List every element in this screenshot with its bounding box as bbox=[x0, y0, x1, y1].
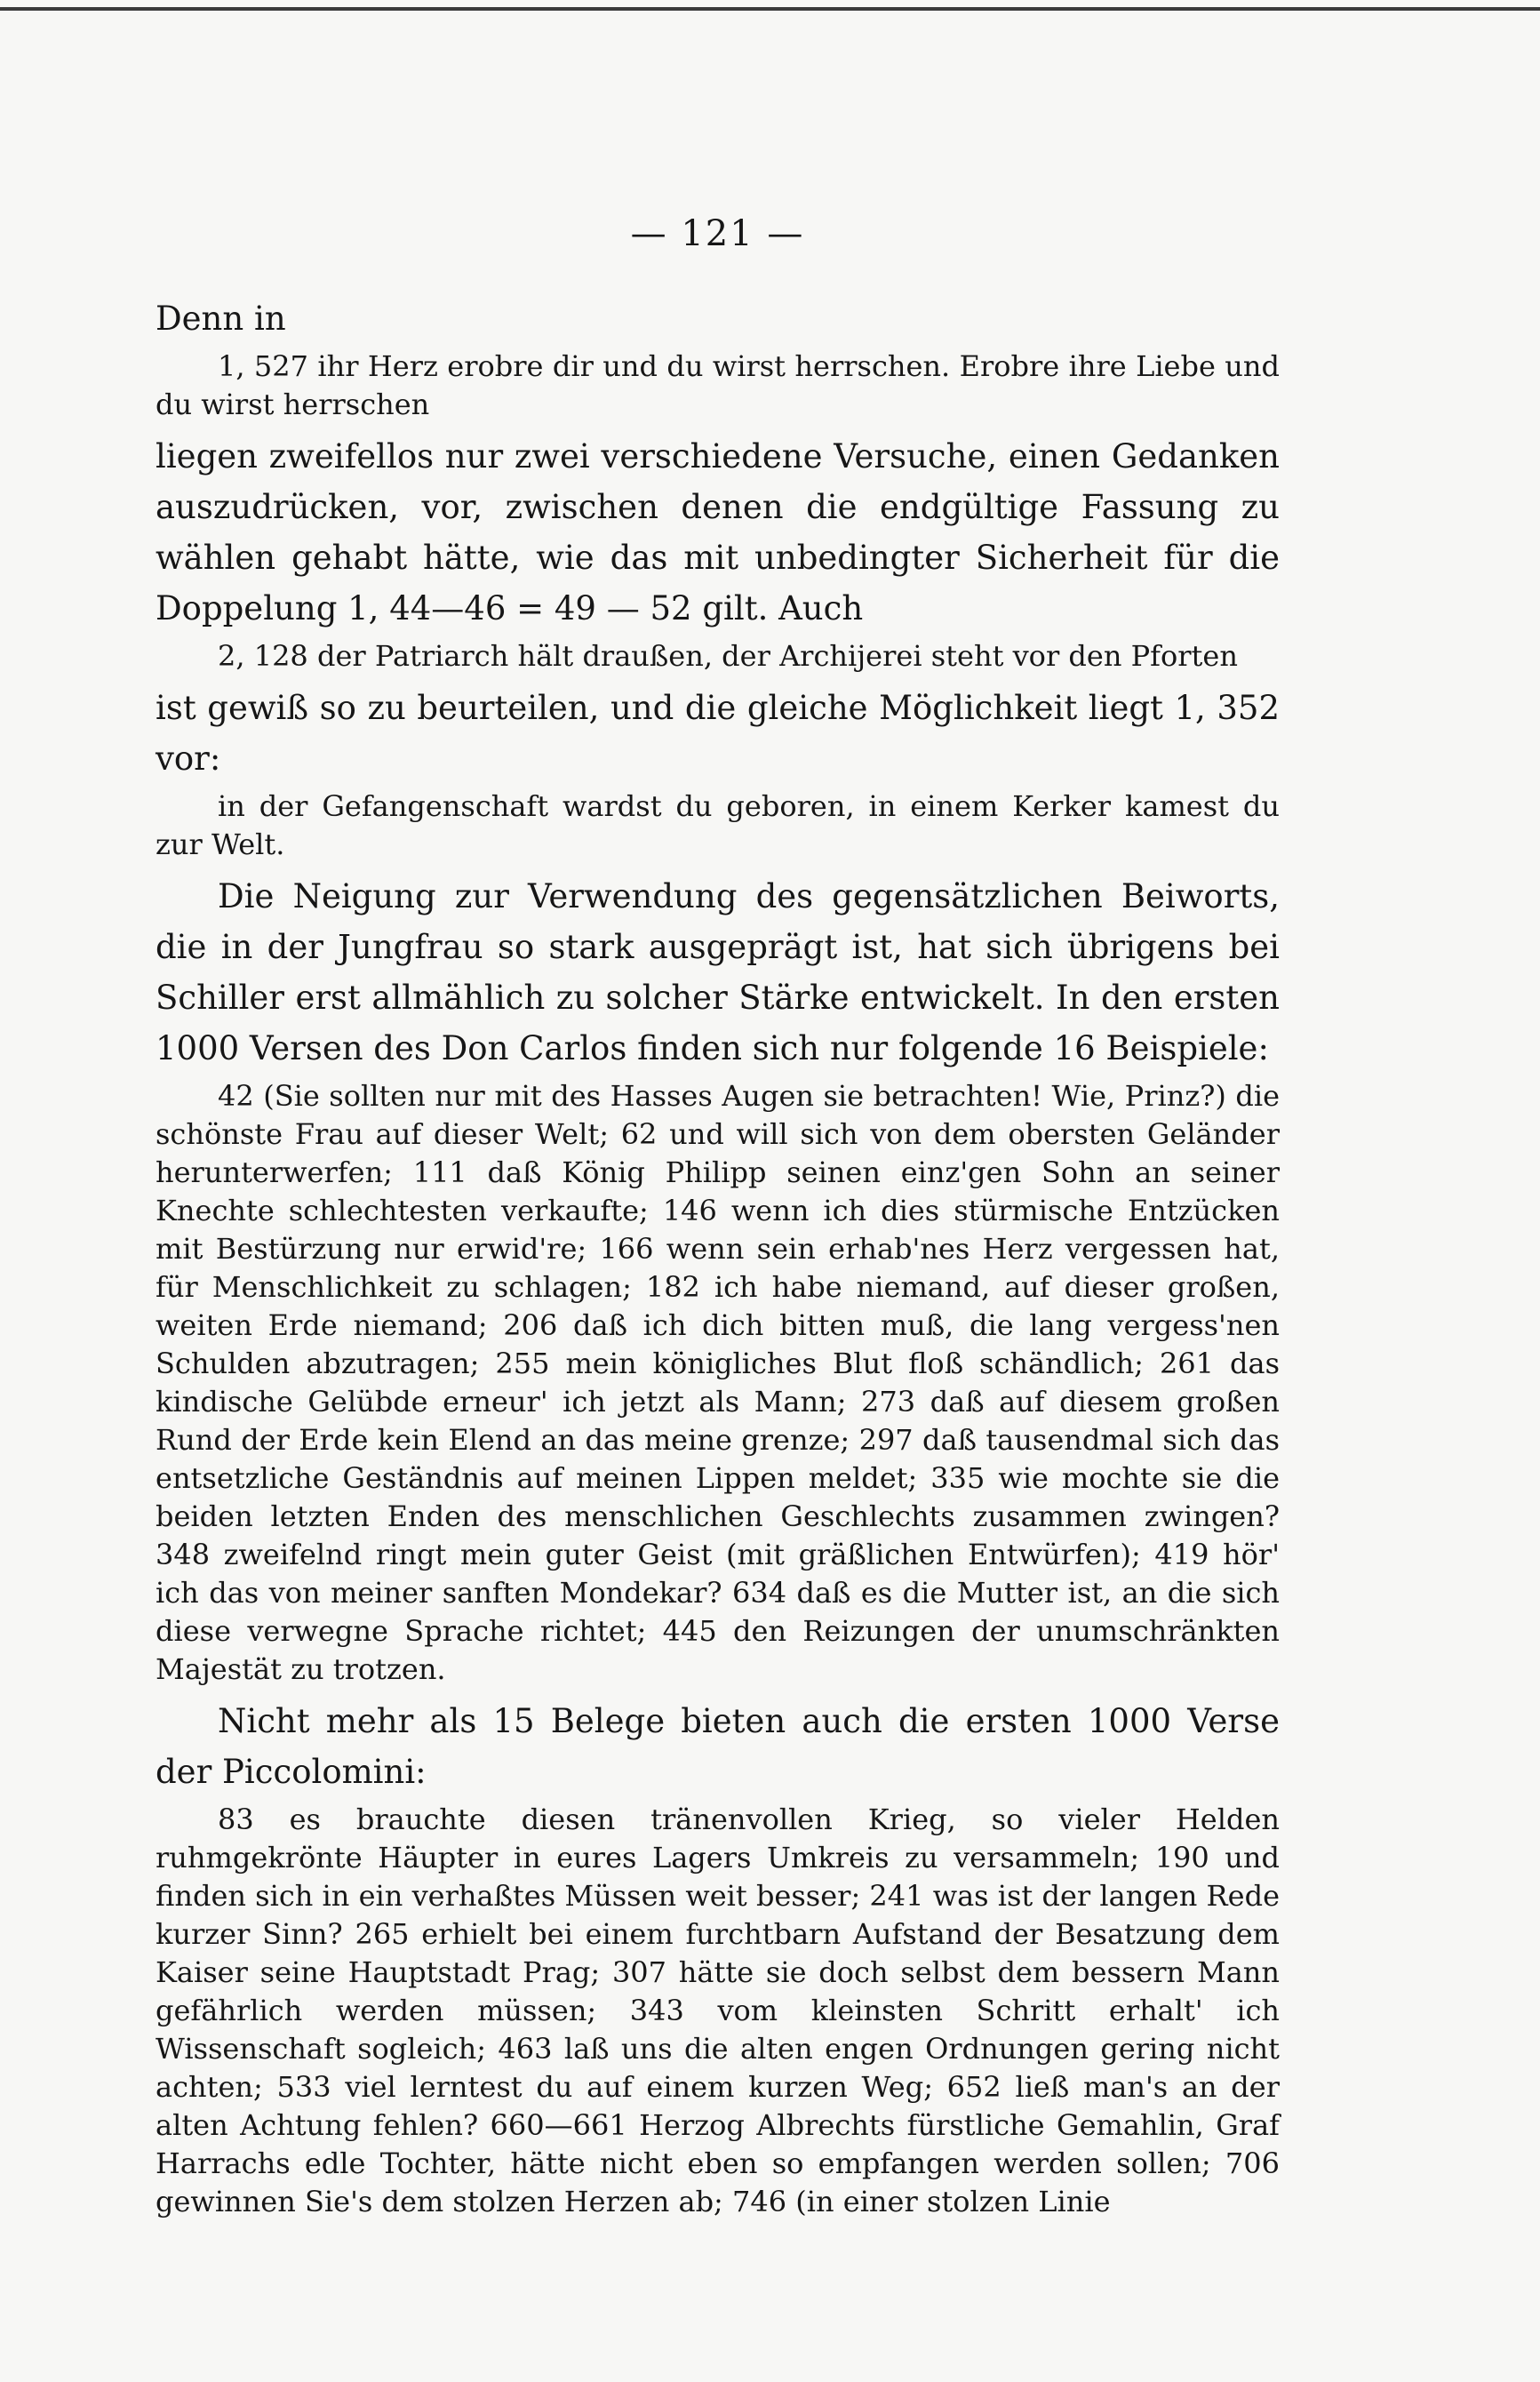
paragraph-intro: Denn in bbox=[156, 300, 286, 338]
paragraph-3: ist gewiß so zu beurteilen, und die gleiche Möglichkeit liegt 1, 352 vor: bbox=[156, 689, 1280, 778]
quotation-don-carlos: 42 (Sie sollten nur mit des Hasses Augen sie betrachten! Wie, Prinz?) die schönste Frau auf dieser Welt; 62 und will sich von dem obersten Geländer herunterwerfen; 111 daß König Philipp seinen einz'gen Sohn an seiner Knechte schlechtesten verkaufte; 146 wenn ich dies stürmische Entzücken mit Bestürzung nur erwid're; 166 wenn sein erhab'nes Herz vergessen hat, für Menschlichkeit zu schlagen; 182 ich habe niemand, auf dieser großen, weiten Erde niemand; 206 daß ich dich bitten muß, die lang vergess'nen Schulden abzutragen; 255 mein königliches Blut floß schändlich; 261 das kindische Gelübde erneur' ich jetzt als Mann; 273 daß auf diesem großen Rund der Erde kein Elend an das meine grenze; 297 daß tausendmal sich das entsetzliche Geständnis auf meinen Lippen meldet; 335 wie mochte sie die beiden letzten Enden des menschlichen Geschlechts zusammen zwingen? 348 zweifelnd ringt mein guter Geist (mit gräßlichen Entwürfen); 419 hör' ich das von meiner sanften Mondekar? 634 daß es die Mutter ist, an die sich diese verwegne Sprache richtet; 445 den Reizungen der unumschränkten Majestät zu trotzen. bbox=[156, 1079, 1280, 1686]
quotation-piccolomini: 83 es brauchte diesen tränenvollen Krieg, so vieler Helden ruhmgekrönte Häupter in eures Lagers Umkreis zu versammeln; 190 und finden sich in ein verhaßtes Müssen weit besser; 241 was ist der langen Rede kurzer Sinn? 265 erhielt bei einem furchtbarn Aufstand der Besatzung dem Kaiser seine Hauptstadt Prag; 307 hätte sie doch selbst dem bessern Mann gefährlich werden müssen; 343 vom kleinsten Schritt erhalt' ich Wissenschaft sogleich; 463 laß uns die alten engen Ordnungen gering nicht achten; 533 viel lerntest du auf einem kurzen Weg; 652 ließ man's an der alten Achtung fehlen? 660—661 Herzog Albrechts fürstliche Gemahlin, Graf Harrachs edle Tochter, hätte nicht eben so empfangen werden sollen; 706 gewinnen Sie's dem stolzen Herzen ab; 746 (in einer stolzen Linie bbox=[156, 1802, 1280, 2218]
paragraph-4: Die Neigung zur Verwendung des gegensätzlichen Beiworts, die in der Jungfrau so stark ausgeprägt ist, hat sich übrigens bei Schiller erst allmählich zu solcher Stärke entwickelt. In den ersten 1000 Versen des Don Carlos finden sich nur folgende 16 Beispiele: bbox=[156, 877, 1280, 1067]
paragraph-2: liegen zweifellos nur zwei verschiedene Versuche, einen Gedanken auszudrücken, vor, zwischen denen die endgültige Fassung zu wählen gehabt hätte, wie das mit unbedingter Sicherheit für die Doppelung 1, 44—46 = 49 — 52 gilt. Auch bbox=[156, 437, 1280, 627]
quotation-1: 1, 527 ihr Herz erobre dir und du wirst herrschen. Erobre ihre Liebe und du wirst herrschen bbox=[156, 349, 1280, 421]
quotation-2: 2, 128 der Patriarch hält draußen, der Archijerei steht vor den Pforten bbox=[218, 639, 1238, 673]
top-border-rule bbox=[0, 7, 1540, 11]
paragraph-5: Nicht mehr als 15 Belege bieten auch die ersten 1000 Verse der Piccolomini: bbox=[156, 1702, 1280, 1791]
quotation-3: in der Gefangenschaft wardst du geboren, in einem Kerker kamest du zur Welt. bbox=[156, 789, 1280, 861]
document-page bbox=[156, 213, 1280, 2228]
page-number: — 121 — bbox=[630, 213, 805, 254]
